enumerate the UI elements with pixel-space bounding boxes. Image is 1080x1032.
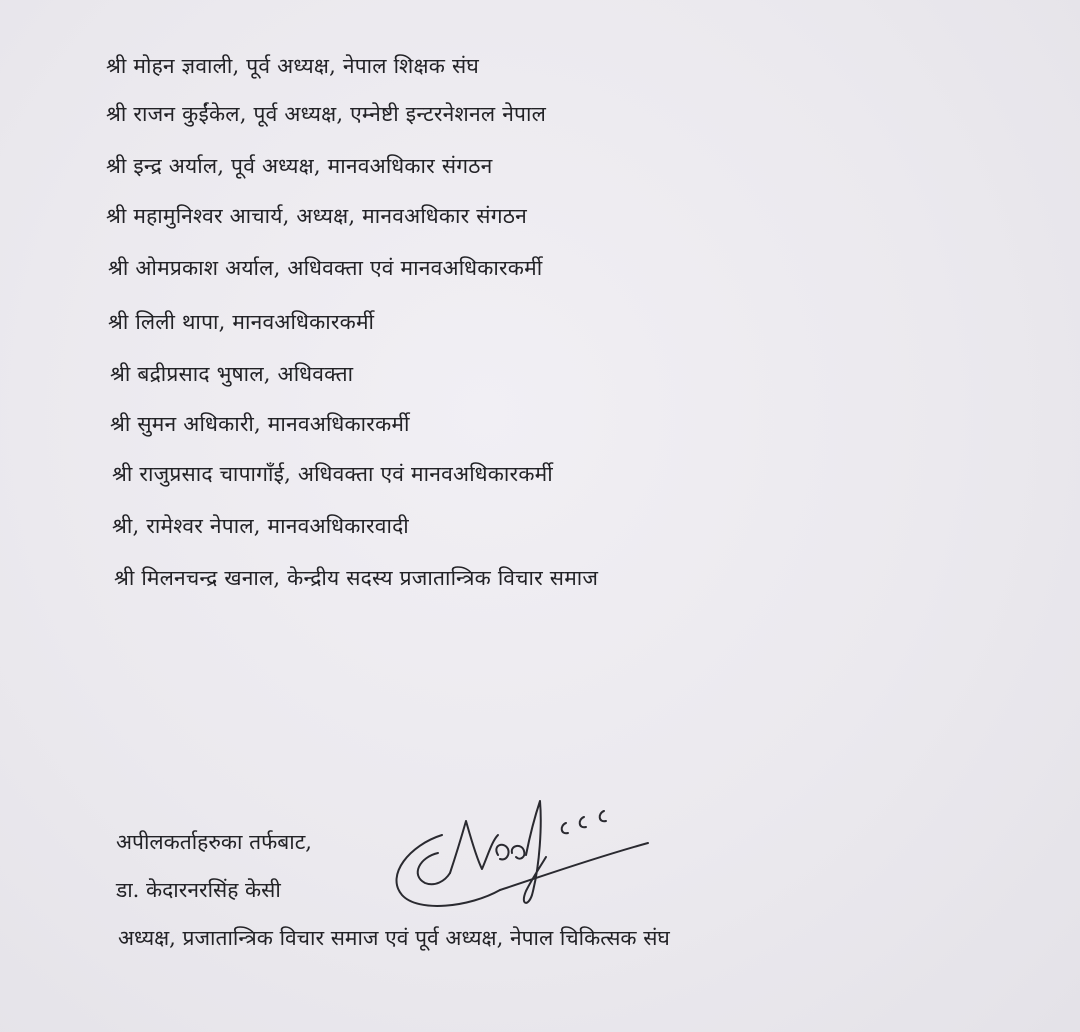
signatory-line: श्री लिली थापा, मानवअधिकारकर्मी	[108, 310, 375, 334]
on-behalf-line: अपीलकर्ताहरुका तर्फबाट,	[116, 830, 312, 854]
signatory-line: श्री राजन कुईंकेल, पूर्व अध्यक्ष, एम्नेष्टी इन्टरनेशनल नेपाल	[106, 102, 547, 126]
signatory-line: श्री मोहन ज्ञवाली, पूर्व अध्यक्ष, नेपाल शिक्षक संघ	[106, 54, 479, 78]
handwritten-signature	[380, 795, 670, 925]
signatory-line: श्री ओमप्रकाश अर्याल, अधिवक्ता एवं मानवअधिकारकर्मी	[108, 256, 543, 280]
signatory-line: श्री इन्द्र अर्याल, पूर्व अध्यक्ष, मानवअधिकार संगठन	[106, 154, 493, 178]
signatory-line: श्री मिलनचन्द्र खनाल, केन्द्रीय सदस्य प्रजातान्त्रिक विचार समाज	[114, 566, 599, 590]
signatory-line: श्री, रामेश्वर नेपाल, मानवअधिकारवादी	[112, 514, 409, 538]
signatory-line: श्री राजुप्रसाद चापागाँई, अधिवक्ता एवं मानवअधिकारकर्मी	[112, 462, 553, 486]
signer-name: डा. केदारनरसिंह केसी	[116, 878, 281, 902]
signatory-line: श्री बद्रीप्रसाद भुषाल, अधिवक्ता	[110, 362, 354, 386]
signatory-line: श्री सुमन अधिकारी, मानवअधिकारकर्मी	[110, 412, 410, 436]
signatory-line: श्री महामुनिश्वर आचार्य, अध्यक्ष, मानवअधिकार संगठन	[106, 204, 527, 228]
signer-designation: अध्यक्ष, प्रजातान्त्रिक विचार समाज एवं पूर्व अध्यक्ष, नेपाल चिकित्सक संघ	[118, 926, 670, 950]
